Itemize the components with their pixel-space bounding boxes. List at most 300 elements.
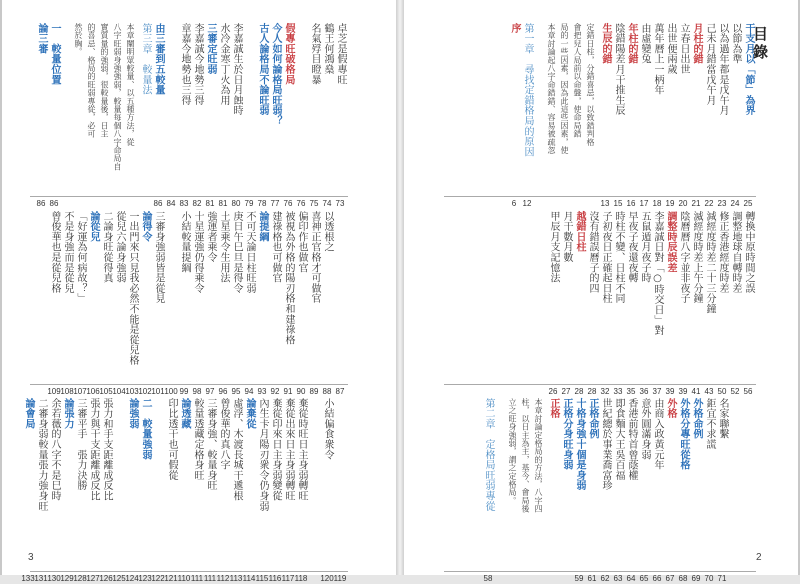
toc-page-number: 86 xyxy=(36,199,46,208)
chapter-heading[interactable]: 第二章 定格局旺弱專從 xyxy=(483,398,494,512)
toc-row xyxy=(165,398,177,584)
toc-page-number: 22 xyxy=(704,199,714,208)
toc-row xyxy=(165,211,177,397)
toc-row xyxy=(677,211,689,397)
section-heading[interactable]: 正格命例 xyxy=(587,398,598,440)
toc-page-number: 111 xyxy=(203,574,217,583)
toc-page-number: 110 xyxy=(177,574,191,583)
toc-entry[interactable]: 內生卡月陽刃衆令仍身弱 xyxy=(257,398,268,512)
toc-row xyxy=(560,23,572,209)
toc-row xyxy=(61,211,73,397)
toc-page-number: 101 xyxy=(151,387,165,396)
toc-row xyxy=(269,211,281,397)
section-heading[interactable]: 干支月以「節」為界 xyxy=(743,23,754,116)
toc-row xyxy=(48,211,60,397)
chapter-intro-text: 的喜忌、格局的旺弱專從，必可 xyxy=(87,23,96,138)
toc-entry[interactable]: 印比透干也可假從 xyxy=(166,398,177,481)
toc-page-number: 80 xyxy=(231,199,241,208)
toc-entry[interactable]: 由商入政黃元年 xyxy=(652,398,663,471)
section-heading[interactable]: 調整時辰誤差 xyxy=(665,211,676,273)
toc-row xyxy=(217,211,229,397)
toc-page-number: 119 xyxy=(333,574,347,583)
toc-page-number: 33 xyxy=(613,387,623,396)
toc-row xyxy=(560,398,572,584)
toc-row xyxy=(204,211,216,397)
toc-entry[interactable]: 陰錯陽差月干推生辰 xyxy=(613,23,624,116)
section-heading[interactable]: 外格命例 xyxy=(691,398,702,440)
toc-row xyxy=(204,23,216,209)
toc-page-number: 63 xyxy=(613,574,623,583)
toc-entry[interactable]: 棄從出來日主身弱轉旺 xyxy=(283,398,294,501)
toc-entry[interactable]: 李嘉誠日對「○時交日」對 xyxy=(652,211,663,336)
toc-page-number: 19 xyxy=(665,199,675,208)
section-heading[interactable]: 古人論格局不論旺弱 xyxy=(257,23,268,116)
toc-row xyxy=(573,23,585,209)
toc-row xyxy=(742,211,754,397)
toc-row xyxy=(126,398,138,584)
toc-entry[interactable]: 調整地球自轉時差 xyxy=(730,211,741,294)
toc-row xyxy=(334,23,346,209)
toc-page-number: 87 xyxy=(335,387,345,396)
toc-page-number: 133 xyxy=(21,574,35,583)
toc-row xyxy=(716,211,728,397)
toc-row xyxy=(729,23,741,209)
toc-entry[interactable]: 喜神正官格才可做官 xyxy=(309,211,320,304)
section-heading[interactable]: 論得令 xyxy=(140,211,151,242)
toc-row xyxy=(664,398,676,584)
toc-row xyxy=(664,211,676,397)
toc-row xyxy=(113,23,125,209)
toc-page-number: 108 xyxy=(60,387,74,396)
section-heading[interactable]: 外格分專旺從格 xyxy=(678,398,689,471)
toc-row xyxy=(625,211,637,397)
toc-row xyxy=(191,211,203,397)
toc-page-number: 65 xyxy=(639,574,649,583)
toc-page-number: 12 xyxy=(522,199,532,208)
toc-row xyxy=(625,398,637,584)
toc-page-number: 41 xyxy=(691,387,701,396)
toc-entry[interactable]: 以節為準 xyxy=(730,23,741,65)
toc-row xyxy=(651,211,663,397)
chapter-intro-text: 立之旺身強弱，謂之定格局。 xyxy=(508,398,517,505)
toc-page-number: 78 xyxy=(257,199,267,208)
toc-page-number: 37 xyxy=(652,387,662,396)
toc-entry[interactable]: 李嘉誠生於日月蝕時 xyxy=(231,23,242,116)
toc-page-number: 115 xyxy=(255,574,269,583)
toc-entry[interactable]: 建祿格也可做官 xyxy=(270,211,281,284)
toc-entry[interactable]: 由虛變兔 xyxy=(639,23,650,65)
toc-row xyxy=(321,211,333,397)
toc-row xyxy=(573,211,585,397)
chapter-heading[interactable]: 第一章 尋找定錯格局的原因 xyxy=(522,23,533,157)
chapter-intro-text: 本章討論定格局的方法，八字四 xyxy=(534,398,543,513)
toc-row xyxy=(87,398,99,584)
toc-row xyxy=(690,398,702,584)
toc-page-number: 109 xyxy=(47,387,61,396)
toc-entry[interactable]: 減經度時差二十三分鐘 xyxy=(704,211,715,314)
toc-page-number: 50 xyxy=(717,387,727,396)
chapter-intro-text: 會把兒人局前以命盤，使命局錯 xyxy=(573,23,582,138)
toc-entry[interactable]: 鶴王何鴻燊 xyxy=(322,23,333,75)
toc-entry[interactable]: 萬年曆上一柄年 xyxy=(652,23,663,96)
toc-page-number: 6 xyxy=(511,199,517,208)
toc-row xyxy=(243,398,255,584)
section-heading[interactable]: 論提綱 xyxy=(257,211,268,242)
toc-entry[interactable]: 小結較量提綱 xyxy=(179,211,190,273)
toc-entry[interactable]: 月干數月數 xyxy=(561,211,572,263)
toc-entry[interactable]: 從兒六論身強弱 xyxy=(114,211,125,284)
toc-row xyxy=(139,211,151,397)
toc-entry[interactable]: 二審身弱較量張力強身旺 xyxy=(36,398,47,512)
toc-page-number: 35 xyxy=(626,387,636,396)
section-heading[interactable]: 論會局 xyxy=(23,398,34,429)
section-heading[interactable]: 二 較量強弱 xyxy=(140,398,151,460)
toc-entry[interactable]: 即食麵大王吳百福 xyxy=(613,398,624,481)
toc-page-number: 123 xyxy=(138,574,152,583)
toc-entry[interactable]: 余若薇的八字不是巳時 xyxy=(49,398,60,501)
chapter-intro-text: 然於胸。 xyxy=(74,23,83,56)
toc-page-number: 39 xyxy=(678,387,688,396)
toc-row xyxy=(126,23,138,209)
toc-page-number: 13 xyxy=(600,199,610,208)
toc-page-number: 104 xyxy=(112,387,126,396)
toc-row xyxy=(126,211,138,397)
toc-entry[interactable]: 土星乘令生用法 xyxy=(218,211,229,284)
toc-entry[interactable]: 一出門來只見我必然不能是從兒格 xyxy=(127,211,138,366)
toc-entry[interactable]: 滅經度時差上午分鐘 xyxy=(691,211,702,304)
toc-row xyxy=(100,23,112,209)
toc-row xyxy=(204,398,216,584)
section-heading[interactable]: 論從兒 xyxy=(88,211,99,242)
toc-row xyxy=(269,23,281,209)
toc-entry[interactable]: 己未月錯當戊午月 xyxy=(704,23,715,106)
chapter-intro-text: 本章討論起八字命錯錯、容易被疏忽 xyxy=(547,23,556,155)
toc-entry[interactable]: 鉅宜不求謊 xyxy=(704,398,715,450)
chapter-intro-text: 定錯日柱，分錯喜忌，以致錯判格 xyxy=(586,23,595,146)
toc-page-number: 98 xyxy=(192,387,202,396)
toc-row xyxy=(191,23,203,209)
toc-row xyxy=(521,398,533,584)
toc-page-number: 26 xyxy=(548,387,558,396)
toc-row xyxy=(729,211,741,397)
toc-row xyxy=(61,23,73,209)
chapter-heading[interactable]: 第三章 較量法 xyxy=(140,23,151,96)
toc-entry[interactable]: 早夜子夜還夜轉 xyxy=(626,211,637,284)
toc-page-number: 126 xyxy=(99,574,113,583)
toc-page-number: 103 xyxy=(125,387,139,396)
toc-row xyxy=(308,23,320,209)
toc-entry[interactable]: 轉換中原時間之誤 xyxy=(743,211,754,294)
toc-entry[interactable]: 李嘉誠今地勢三得 xyxy=(192,23,203,106)
toc-entry[interactable]: 被視為外格的陽刃格和建祿格 xyxy=(283,211,294,345)
toc-row xyxy=(152,23,164,209)
toc-band xyxy=(30,23,348,209)
toc-page-number: 129 xyxy=(60,574,74,583)
toc-page-number: 107 xyxy=(73,387,87,396)
toc-row xyxy=(677,23,689,209)
toc-row xyxy=(256,398,268,584)
chapter-intro-text: 八字旺弱身強強弱，較量每個八字命局自 xyxy=(113,23,122,171)
toc-page-number: 81 xyxy=(218,199,228,208)
toc-row xyxy=(690,23,702,209)
toc-row xyxy=(100,398,112,584)
toc-page-number: 105 xyxy=(99,387,113,396)
toc-row xyxy=(295,398,307,584)
toc-page-number: 127 xyxy=(86,574,100,583)
toc-entry[interactable]: 二論身旺從得真 xyxy=(101,211,112,284)
toc-row xyxy=(534,398,546,584)
section-heading[interactable]: 正格分身旺身弱 xyxy=(561,398,572,471)
toc-entry[interactable]: 偏印作也做官 xyxy=(296,211,307,273)
toc-band xyxy=(30,211,348,397)
toc-row xyxy=(282,398,294,584)
toc-page-number: 86 xyxy=(49,199,59,208)
toc-entry[interactable]: 曾俊華的真八字 xyxy=(218,398,229,471)
toc-page-number: 16 xyxy=(626,199,636,208)
section-heading[interactable]: 生辰的錯 xyxy=(600,23,611,65)
section-heading[interactable]: 今人如何論格局旺弱？ xyxy=(270,23,281,126)
section-heading[interactable]: 三審定旺弱 xyxy=(205,23,216,75)
toc-entry[interactable]: 名家聯繫 xyxy=(717,398,728,440)
toc-row xyxy=(703,211,715,397)
section-heading[interactable]: 論棄從 xyxy=(244,398,255,429)
toc-entry[interactable]: 出世便兩歲 xyxy=(665,23,676,75)
section-heading[interactable]: 十格身強十個是身弱 xyxy=(574,398,585,491)
toc-entry[interactable]: 虛浮、木渡長城干遞根 xyxy=(231,398,242,501)
section-heading[interactable]: 序 xyxy=(509,23,520,34)
toc-entry[interactable]: 以透根之 xyxy=(322,211,333,253)
toc-row xyxy=(521,23,533,209)
toc-entry[interactable]: 三審身強弱皆是從見 xyxy=(153,211,164,304)
toc-row xyxy=(178,398,190,584)
toc-entry[interactable]: 以為過年都是戊午月 xyxy=(717,23,728,116)
chapter-intro-text: 本章闡明眾較量、以五種方法，從 xyxy=(126,23,135,146)
toc-row xyxy=(703,398,715,584)
toc-row xyxy=(217,23,229,209)
toc-page-number: 21 xyxy=(691,199,701,208)
toc-row xyxy=(716,23,728,209)
toc-row xyxy=(599,23,611,209)
toc-page-number: 76 xyxy=(296,199,306,208)
toc-entry[interactable]: 甲辰月支記憶法 xyxy=(548,211,559,284)
section-heading[interactable]: 假專旺破格局 xyxy=(283,23,294,85)
toc-row xyxy=(230,211,242,397)
toc-row xyxy=(651,23,663,209)
toc-row xyxy=(638,23,650,209)
toc-row xyxy=(547,398,559,584)
toc-row xyxy=(547,211,559,397)
toc-row xyxy=(74,23,86,209)
section-heading[interactable]: 越錯日柱 xyxy=(574,211,585,253)
toc-band xyxy=(444,23,756,209)
section-heading[interactable]: 月柱的錯 xyxy=(691,23,702,65)
toc-page-number: 112 xyxy=(216,574,230,583)
toc-row xyxy=(165,23,177,209)
toc-row xyxy=(256,23,268,209)
chapter-intro-text: 局的一些因素，因為此這些因素，使 xyxy=(560,23,569,155)
toc-page-number: 122 xyxy=(151,574,165,583)
toc-page-number: 114 xyxy=(242,574,256,583)
toc-entry[interactable]: 水冷金寒丁火為用 xyxy=(218,23,229,106)
book-spine xyxy=(396,0,404,575)
toc-page-number: 17 xyxy=(639,199,649,208)
toc-row xyxy=(729,398,741,584)
toc-row xyxy=(534,23,546,209)
section-heading[interactable]: 正格 xyxy=(548,398,559,419)
toc-row xyxy=(243,211,255,397)
toc-row xyxy=(586,398,598,584)
toc-entry[interactable]: 「好運為何病故？」 xyxy=(75,211,86,304)
toc-page-number: 59 xyxy=(574,574,584,583)
toc-entry[interactable]: 卓芝是假專旺 xyxy=(335,23,346,85)
page-number-left: 3 xyxy=(28,552,34,563)
toc-page-number: 20 xyxy=(678,199,688,208)
toc-row xyxy=(256,211,268,397)
toc-page-number: 76 xyxy=(283,199,293,208)
toc-row xyxy=(638,211,650,397)
toc-entry[interactable]: 三審身強、較量身旺 xyxy=(205,398,216,491)
toc-page-number: 83 xyxy=(179,199,189,208)
toc-page-number: 94 xyxy=(244,387,254,396)
toc-page-number: 91 xyxy=(283,387,293,396)
toc-page-number: 28 xyxy=(574,387,584,396)
toc-entry[interactable]: 不可天論日柱旺弱 xyxy=(244,211,255,294)
toc-entry[interactable]: 名氣殍目瞪暴 xyxy=(309,23,320,85)
toc-band xyxy=(444,211,756,397)
toc-page-number: 92 xyxy=(270,387,280,396)
toc-row xyxy=(651,398,663,584)
toc-page-number: 23 xyxy=(717,199,727,208)
section-heading[interactable]: 外格 xyxy=(665,398,676,419)
toc-entry[interactable]: 世紀總於事業喬富珍 xyxy=(600,398,611,491)
toc-row xyxy=(230,23,242,209)
toc-page-number: 121 xyxy=(164,574,178,583)
toc-entry[interactable]: 時柱不變、日柱不同 xyxy=(613,211,624,304)
toc-page-number: 117 xyxy=(281,574,295,583)
toc-row xyxy=(625,23,637,209)
toc-row xyxy=(334,211,346,397)
toc-page-number: 116 xyxy=(268,574,282,583)
toc-entry[interactable]: 較量透藏定格身旺 xyxy=(192,398,203,481)
toc-entry[interactable]: 修正香港經度時差 xyxy=(717,211,728,294)
right-page xyxy=(404,0,800,583)
toc-page-number: 28 xyxy=(587,387,597,396)
section-heading[interactable]: 論三審 xyxy=(36,23,47,54)
toc-page-number: 62 xyxy=(600,574,610,583)
section-heading[interactable]: 論張力 xyxy=(62,398,73,429)
toc-band xyxy=(21,398,348,584)
toc-entry[interactable]: 章嘉今地勢也三得 xyxy=(179,23,190,106)
toc-page-number: 93 xyxy=(257,387,267,396)
toc-row xyxy=(113,398,125,584)
toc-row xyxy=(560,211,572,397)
toc-page-number: 118 xyxy=(294,574,308,583)
section-heading[interactable]: 一 較量位置 xyxy=(49,23,60,85)
toc-page-number: 74 xyxy=(322,199,332,208)
toc-row xyxy=(217,398,229,584)
toc-entry[interactable]: 子初夜日正確起日柱 xyxy=(600,211,611,304)
toc-row xyxy=(152,211,164,397)
toc-page-number: 113 xyxy=(229,574,243,583)
toc-entry[interactable]: 五鼠遁月夜子時 xyxy=(639,211,650,284)
toc-entry[interactable]: 張力與干支距離成反比 xyxy=(88,398,99,501)
toc-page-number: 79 xyxy=(244,199,254,208)
toc-entry[interactable]: 小結偏食衆令 xyxy=(322,398,333,460)
toc-row xyxy=(321,23,333,209)
toc-row xyxy=(61,398,73,584)
toc-entry[interactable]: 立春日出世 xyxy=(678,23,689,75)
section-heading[interactable]: 論透藏 xyxy=(179,398,190,429)
toc-entry[interactable]: 強運者乘令 xyxy=(205,211,216,263)
toc-row xyxy=(282,23,294,209)
toc-row xyxy=(482,398,494,584)
section-heading[interactable]: 論強弱 xyxy=(127,398,138,429)
toc-entry[interactable]: 庚日午巳旦是得令 xyxy=(231,211,242,294)
toc-page-number: 130 xyxy=(47,574,61,583)
toc-page-number: 24 xyxy=(730,199,740,208)
toc-row xyxy=(282,211,294,397)
toc-entry[interactable]: 意外圓滿身弱 xyxy=(639,398,650,460)
toc-row xyxy=(742,23,754,209)
toc-entry[interactable]: 不是身強而是從兒 xyxy=(62,211,73,294)
toc-entry[interactable]: 香港前特首曾蔭權 xyxy=(626,398,637,481)
toc-row xyxy=(664,23,676,209)
toc-page-number: 81 xyxy=(205,199,215,208)
toc-row xyxy=(139,23,151,209)
toc-row xyxy=(152,398,164,584)
toc-page-number: 97 xyxy=(205,387,215,396)
toc-entry[interactable]: 陰曆曆八字並非夜子 xyxy=(678,211,689,304)
toc-page-number: 82 xyxy=(192,199,202,208)
toc-row xyxy=(48,23,60,209)
toc-entry[interactable]: 十星運強仍得乘令 xyxy=(192,211,203,294)
toc-entry[interactable]: 棄從印來日主身弱變從 xyxy=(270,398,281,501)
toc-page-number: 90 xyxy=(296,387,306,396)
toc-row xyxy=(638,398,650,584)
toc-entry[interactable]: 棄從時旺日主身弱轉旺 xyxy=(296,398,307,501)
toc-entry[interactable]: 沒有錯誤曆子的四 xyxy=(587,211,598,294)
toc-entry[interactable]: 曾俊華也是從兒格 xyxy=(49,211,60,294)
toc-entry[interactable]: 張力和手支距離成反比 xyxy=(101,398,112,501)
toc-row xyxy=(612,398,624,584)
toc-row xyxy=(612,23,624,209)
toc-row xyxy=(191,398,203,584)
toc-page-number: 18 xyxy=(652,199,662,208)
toc-page-number: 124 xyxy=(125,574,139,583)
toc-page-number: 58 xyxy=(483,574,493,583)
section-heading[interactable]: 由三審到五較量 xyxy=(153,23,164,96)
toc-page-number: 99 xyxy=(179,387,189,396)
page-number-right: 2 xyxy=(756,552,762,563)
toc-row xyxy=(74,398,86,584)
toc-page-number: 69 xyxy=(691,574,701,583)
toc-entry[interactable]: 三審平手 張力決勝 xyxy=(75,398,86,491)
toc-page-number: 73 xyxy=(335,199,345,208)
toc-page-number: 77 xyxy=(270,199,280,208)
toc-row xyxy=(547,23,559,209)
toc-row xyxy=(308,398,320,584)
toc-row xyxy=(586,211,598,397)
toc-page-number: 111 xyxy=(190,574,204,583)
section-heading[interactable]: 年柱的錯 xyxy=(626,23,637,65)
toc-row xyxy=(243,23,255,209)
toc-row xyxy=(586,23,598,209)
toc-page-number: 96 xyxy=(218,387,228,396)
toc-row xyxy=(178,211,190,397)
toc-row xyxy=(703,23,715,209)
toc-page-number: 68 xyxy=(678,574,688,583)
toc-page-number: 84 xyxy=(166,199,176,208)
